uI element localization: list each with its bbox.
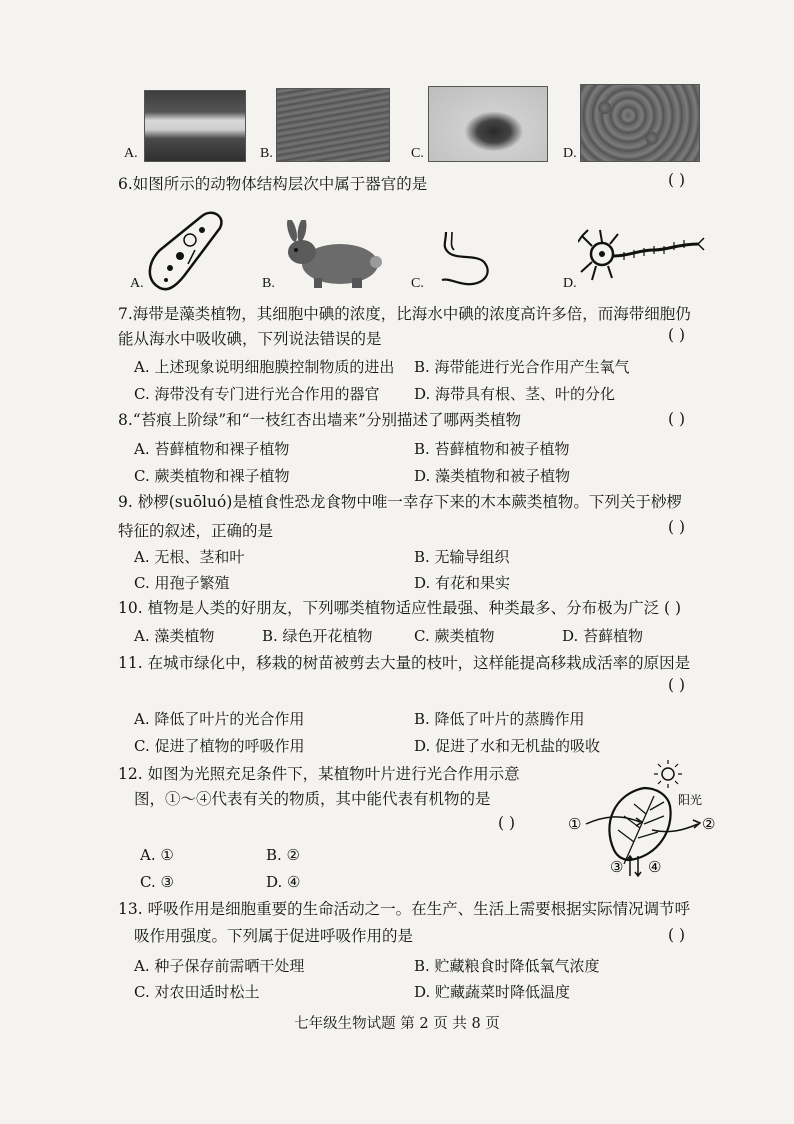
- q13-option-d: D. 贮藏蔬菜时降低温度: [414, 983, 571, 1001]
- q13-option-b: B. 贮藏粮食时降低氧气浓度: [414, 957, 600, 975]
- q7-question-line1: 7.海带是藻类植物，其细胞中碘的浓度，比海水中碘的浓度高许多倍，而海带细胞仍: [118, 305, 691, 323]
- q5-option-c-image: [428, 86, 548, 162]
- q8-answer-paren: ( ): [668, 410, 686, 428]
- q10-option-a: A. 藻类植物: [134, 627, 215, 645]
- photosynthesis-leaf-diagram: [562, 760, 742, 880]
- q7-option-c: C. 海带没有专门进行光合作用的器官: [134, 385, 380, 403]
- label-4: ④: [648, 858, 662, 876]
- q6-option-d-label: D.: [563, 276, 577, 291]
- q5-option-c-label: C.: [411, 146, 424, 161]
- q7-option-d: D. 海带具有根、茎、叶的分化: [414, 385, 616, 403]
- q11-option-b: B. 降低了叶片的蒸腾作用: [414, 710, 585, 728]
- q13-option-c: C. 对农田适时松土: [134, 983, 260, 1001]
- q13-question-line2: 吸作用强度。下列属于促进呼吸作用的是: [134, 927, 414, 945]
- q7-answer-paren: ( ): [668, 326, 686, 344]
- stomach-icon: [426, 228, 498, 292]
- label-3: ③: [610, 858, 624, 876]
- q13-answer-paren: ( ): [668, 926, 686, 944]
- q11-option-d: D. 促进了水和无机盐的吸收: [414, 737, 601, 755]
- q11-option-a: A. 降低了叶片的光合作用: [134, 710, 305, 728]
- label-2: ②: [702, 815, 716, 833]
- q13-option-a: A. 种子保存前需晒干处理: [134, 957, 305, 975]
- q8-option-c: C. 蕨类植物和裸子植物: [134, 467, 290, 485]
- q9-question-line1: 9. 桫椤(suōluó)是植食性恐龙食物中唯一幸存下来的木本蕨类植物。下列关于桫椤: [118, 493, 682, 511]
- q7-option-b: B. 海带能进行光合作用产生氧气: [414, 358, 630, 376]
- q10-question: 10. 植物是人类的好朋友，下列哪类植物适应性最强、种类最多、分布极为广泛 ( ): [118, 599, 682, 617]
- q5-option-d-label: D.: [563, 146, 577, 161]
- q9-option-b: B. 无输导组织: [414, 548, 510, 566]
- sun-icon: [654, 760, 682, 788]
- q9-option-d: D. 有花和果实: [414, 574, 511, 592]
- q6-option-b-label: B.: [262, 276, 275, 291]
- page-footer: 七年级生物试题 第 2 页 共 8 页: [294, 1016, 500, 1032]
- q5-option-b-image: [276, 88, 390, 162]
- q12-option-b: B. ②: [266, 846, 301, 864]
- q5-option-a-image: [144, 90, 246, 162]
- q10-option-b: B. 绿色开花植物: [262, 627, 373, 645]
- q9-question-line2: 特征的叙述，正确的是: [118, 522, 274, 540]
- q13-question-line1: 13. 呼吸作用是细胞重要的生命活动之一。在生产、生活上需要根据实际情况调节呼: [118, 900, 691, 918]
- q6-option-a-label: A.: [130, 276, 144, 291]
- q12-answer-paren: ( ): [498, 814, 516, 832]
- q9-option-a: A. 无根、茎和叶: [134, 548, 245, 566]
- q6-question: 6.如图所示的动物体结构层次中属于器官的是: [118, 175, 428, 193]
- q6-answer-paren: ( ): [668, 171, 686, 189]
- q10-option-d: D. 苔藓植物: [562, 627, 644, 645]
- q10-option-c: C. 蕨类植物: [414, 627, 495, 645]
- q11-question: 11. 在城市绿化中，移栽的树苗被剪去大量的枝叶，这样能提高移栽成活率的原因是: [118, 654, 691, 672]
- q5-option-b-label: B.: [260, 146, 273, 161]
- neuron-icon: [578, 228, 706, 284]
- q5-option-d-image: [580, 84, 700, 162]
- q12-question-line2: 图，①～④代表有关的物质，其中能代表有机物的是: [134, 790, 491, 808]
- label-1: ①: [568, 815, 582, 833]
- paramecium-icon: [140, 210, 230, 294]
- q7-option-a: A. 上述现象说明细胞膜控制物质的进出: [134, 358, 395, 376]
- q9-option-c: C. 用孢子繁殖: [134, 574, 230, 592]
- rabbit-icon: [278, 220, 390, 290]
- q8-option-d: D. 藻类植物和被子植物: [414, 467, 571, 485]
- q8-option-a: A. 苔藓植物和裸子植物: [134, 440, 290, 458]
- q11-answer-paren: ( ): [668, 676, 686, 694]
- q5-option-a-label: A.: [124, 146, 138, 161]
- q8-option-b: B. 苔藓植物和被子植物: [414, 440, 570, 458]
- q7-question-line2: 能从海水中吸收碘，下列说法错误的是: [118, 330, 382, 348]
- q6-option-c-label: C.: [411, 276, 424, 291]
- q8-question: 8.“苔痕上阶绿”和“一枝红杏出墙来”分别描述了哪两类植物: [118, 411, 521, 429]
- q11-option-c: C. 促进了植物的呼吸作用: [134, 737, 305, 755]
- sunlight-label: 阳光: [678, 793, 703, 807]
- q12-question-line1: 12. 如图为光照充足条件下，某植物叶片进行光合作用示意: [118, 765, 520, 783]
- q12-option-d: D. ④: [266, 873, 301, 891]
- q12-option-a: A. ①: [140, 846, 174, 864]
- q12-option-c: C. ③: [140, 873, 174, 891]
- q9-answer-paren: ( ): [668, 518, 686, 536]
